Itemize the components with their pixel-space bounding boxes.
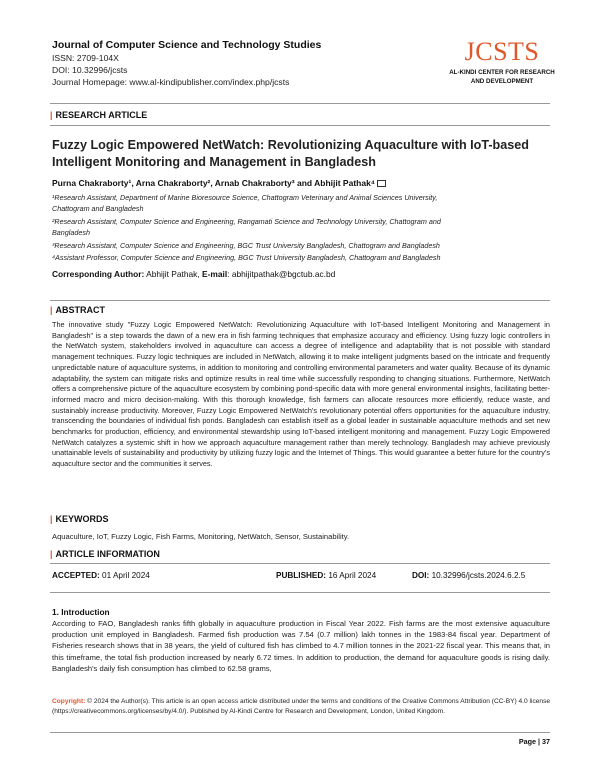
section-bar: | xyxy=(50,549,53,559)
divider xyxy=(50,125,550,126)
divider xyxy=(50,300,550,301)
keywords-heading-label: KEYWORDS xyxy=(55,514,109,524)
published-value: 16 April 2024 xyxy=(328,571,377,580)
divider xyxy=(50,563,550,564)
section-bar: | xyxy=(50,305,53,315)
abstract-text: The innovative study "Fuzzy Logic Empowered NetWatch: Revolutionizing Aquaculture with IoT-based Intelligent Monitoring and Management in Bangladesh" is a step towards the dawn of a new era in fish farming techniques that emphasize accuracy and efficiency. Using fuzzy logic controllers in the NetWatch system, stakeholders involved in aquaculture can access a degree of intelligence and adaptability that is not possible with standard management techniques. Fuzzy logic techniques are included in NetWatch, allowing it to make intelligent judgments based on the intricate and frequently unpredictable nature of aquaculture systems, in addition to monitoring and controlling environmental parameters and water quality. Because of its dynamic adaptability, the system can mitigate risks and optimize results in real time while successfully responding to changing situations. Furthermore, NetWatch offers a comprehensive picture of the aquaculture ecosystem by combining pond-specific data with more general environmental insights, facilitating better-informed macro and micro decision-making. With this thorough knowledge, fish farmers can allocate resources more efficiently, reduce waste, and sustainably increase productivity. Moreover, Fuzzy Logic Empowered NetWatch's revolutionary potential offers opportunities for the aquaculture industry, transcending the boundaries of individual fish ponds. Bangladesh can establish itself as a global leader in sustainable aquaculture methods and set new benchmarks for production, efficiency, and environmental stewardship using IoT-based intelligent monitoring and management. Fuzzy Logic Empowered NetWatch catalyzes a systemic shift in how we approach aquaculture management rather than merely technology. Bangladesh may achieve previously unattainable levels of sustainability and productivity by utilizing fuzzy logic and the Internet of Things. This would guarantee a better future for the country's aquaculture sector and the communities it serves. xyxy=(52,320,550,469)
author-list: Purna Chakraborty¹, Arna Chakraborty², Arnab Chakraborty³ and Abhijit Pathak⁴ xyxy=(52,178,376,188)
authors xyxy=(52,178,386,188)
article-info-heading-label: ARTICLE INFORMATION xyxy=(55,549,160,559)
published-label: PUBLISHED: xyxy=(276,571,327,580)
mail-icon[interactable] xyxy=(377,180,386,187)
corresponding-author xyxy=(52,269,335,279)
paper-title-line1: Fuzzy Logic Empowered NetWatch: Revolutionizing Aquaculture with IoT-based xyxy=(52,138,529,152)
accepted-date xyxy=(52,571,150,580)
issn: ISSN: 2709-104X xyxy=(52,53,119,63)
article-info-heading xyxy=(50,549,160,559)
published-date xyxy=(276,571,376,580)
copyright-text: © 2024 the Author(s). This article is an open access article distributed under the terms and conditions of the Creative Commons Attribution (CC-BY) 4.0 license (https://creativecommons.org/licenses/by/4.0/). Published by Al-Kindi Centre for Research and Development, London, United Kingdom. xyxy=(52,698,551,715)
affiliation-3: ³Research Assistant, Computer Science and Engineering, BGC Trust University Bangladesh, Chattogram and Bangladesh xyxy=(52,241,440,250)
keywords-text: Aquaculture, IoT, Fuzzy Logic, Fish Farms, Monitoring, NetWatch, Sensor, Sustainability. xyxy=(52,532,350,541)
doi-value[interactable]: 10.32996/jcsts.2024.6.2.5 xyxy=(431,571,526,580)
affiliation-2-line1: ²Research Assistant, Computer Science and Engineering, Rangamati Science and Technology University, Chattogram and xyxy=(52,217,441,226)
affiliation-1 xyxy=(52,193,552,214)
journal-title: Journal of Computer Science and Technology Studies xyxy=(52,39,322,51)
introduction-text: According to FAO, Bangladesh ranks fifth globally in aquaculture production in Fiscal Year 2022. Fish farms are the most extensive aquaculture production unit employed in Bangladesh. Farmed fish production was 7.54 (0.7 million) lakh tonnes in the 1983-84 fiscal year. Department of Fisheries research shows that in 38 years, the yield of cultured fish has climbed to 4.7 million tonnes in the 2021-22 fiscal year. This means that, in this timeframe, the total fish production increased by nearly 6.72 times. In addition to production, the demand for aquaculture goods is rising daily. Bangladesh's daily fish consumption has climbed to 62.58 grams, xyxy=(52,619,550,673)
divider xyxy=(50,732,550,733)
corresponding-name: Abhijit Pathak, xyxy=(146,269,200,279)
abstract-heading xyxy=(50,305,105,315)
article-doi xyxy=(412,571,525,580)
section-bar: | xyxy=(50,514,53,524)
affiliation-1-line2: Chattogram and Bangladesh xyxy=(52,203,144,213)
affiliation-1-line1: ¹Research Assistant, Department of Marine Bioresource Science, Chattogram Veterinary and Animal Sciences University, xyxy=(52,193,438,202)
copyright-notice xyxy=(52,697,552,716)
logo-text: JCSTS xyxy=(464,37,540,66)
affiliation-4: ⁴Assistant Professor, Computer Science and Engineering, BGC Trust University Bangladesh, Chattogram and Bangladesh xyxy=(52,253,441,262)
journal-header xyxy=(52,38,412,88)
email-address[interactable]: : abhijitpathak@bgctub.ac.bd xyxy=(227,269,336,279)
logo-subtitle-line2: AND DEVELOPMENT xyxy=(470,78,534,85)
doi-label: DOI: xyxy=(412,571,430,580)
copyright-label: Copyright: xyxy=(52,698,86,705)
divider xyxy=(50,592,550,593)
journal-logo xyxy=(442,38,562,86)
affiliation-2 xyxy=(52,217,552,238)
page-number: Page | 37 xyxy=(518,737,550,746)
article-type-label: RESEARCH ARTICLE xyxy=(55,110,148,120)
keywords-heading xyxy=(50,514,109,524)
journal-doi: DOI: 10.32996/jcsts xyxy=(52,65,128,75)
paper-title-line2: Intelligent Monitoring and Management in Bangladesh xyxy=(52,155,376,169)
article-type xyxy=(50,110,147,120)
paper-title xyxy=(52,137,552,171)
affiliation-2-line2: Bangladesh xyxy=(52,227,90,237)
logo-subtitle-line1: AL-KINDI CENTER FOR RESEARCH xyxy=(449,69,555,76)
corresponding-label: Corresponding Author: xyxy=(52,269,145,279)
abstract-heading-label: ABSTRACT xyxy=(55,305,106,315)
section-bar: | xyxy=(50,110,53,120)
introduction-heading: 1. Introduction xyxy=(52,607,110,617)
email-label: E-mail xyxy=(202,269,228,279)
journal-homepage[interactable]: Journal Homepage: www.al-kindipublisher.com/index.php/jcsts xyxy=(52,77,290,87)
divider xyxy=(50,103,550,104)
accepted-label: ACCEPTED: xyxy=(52,571,100,580)
accepted-value: 01 April 2024 xyxy=(102,571,150,580)
